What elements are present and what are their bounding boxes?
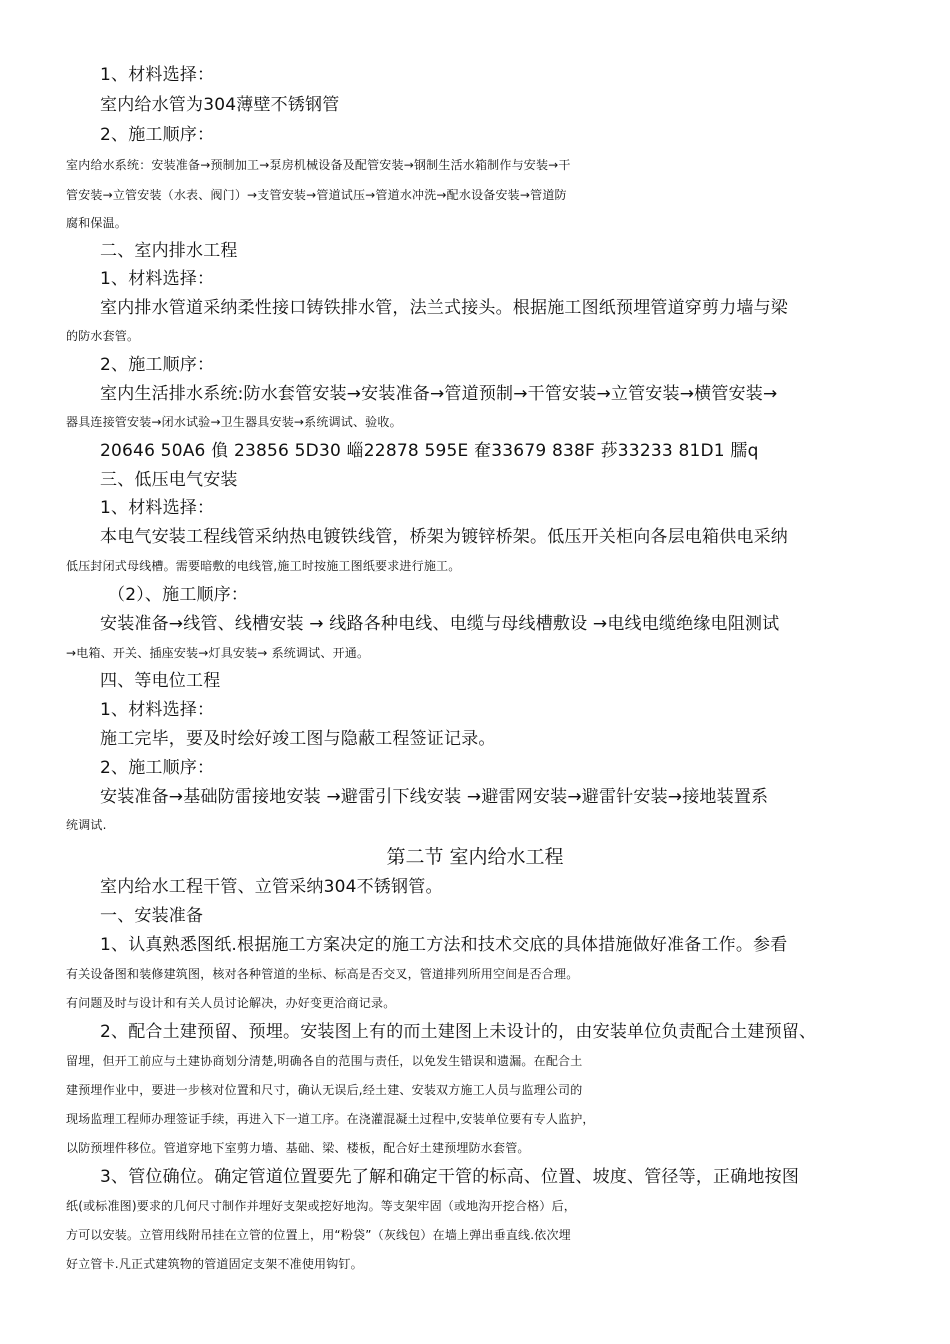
text-line: 低压封闭式母线槽。需要暗敷的电线管,施工时按施工图纸要求进行施工。 <box>66 559 461 573</box>
text-line: 1、材料选择： <box>100 269 215 289</box>
text-line: 以防预埋件移位。管道穿地下室剪力墙、基础、梁、楼板，配合好土建预埋防水套管。 <box>66 1141 530 1155</box>
section-title: 二、室内排水工程 <box>100 241 238 261</box>
text-line: 室内生活排水系统:防水套管安装→安装准备→管道预制→干管安装→立管安装→横管安装→ <box>100 384 778 404</box>
section-title: 四、等电位工程 <box>100 671 221 691</box>
text-line: 方可以安装。立管用线附吊挂在立管的位置上，用“粉袋”（灰线包）在墙上弹出垂直线.依次埋 <box>66 1228 571 1242</box>
text-line: 室内排水管道采纳柔性接口铸铁排水管，法兰式接头。根据施工图纸预埋管道穿剪力墙与梁 <box>100 298 788 318</box>
text-line: 本电气安装工程线管采纳热电镀铁线管，桥架为镀锌桥架。低压开关柜向各层电箱供电采纳 <box>100 527 788 547</box>
text-line: 建预埋作业中，要进一步核对位置和尺寸，确认无误后,经土建、安装双方施工人员与监理公司的 <box>66 1083 583 1097</box>
text-line: 1、认真熟悉图纸.根据施工方案决定的施工方法和技术交底的具体措施做好准备工作。参看 <box>100 935 788 955</box>
text-line: 施工完毕，要及时绘好竣工图与隐蔽工程签证记录。 <box>100 729 496 749</box>
text-line: 1、材料选择： <box>100 498 215 518</box>
text-line: 现场监理工程师办理签证手续，再进入下一道工序。在浇灌混凝土过程中,安装单位要有专人监护， <box>66 1112 595 1126</box>
text-line: 管安装→立管安装（水表、阀门）→支管安装→管道试压→管道水冲洗→配水设备安装→管道防 <box>66 188 567 202</box>
section-title: 三、低压电气安装 <box>100 470 238 490</box>
text-line: 室内给水工程干管、立管采纳304不锈钢管。 <box>100 877 443 897</box>
text-line: 室内给水系统：安装准备→预制加工→泵房机械设备及配管安装→钢制生活水箱制作与安装→干 <box>66 158 571 172</box>
text-line: 好立管卡.凡正式建筑物的管道固定支架不准使用钩钉。 <box>66 1257 363 1271</box>
text-line: 2、施工顺序： <box>100 125 215 145</box>
text-line: 器具连接管安装→闭水试验→卫生器具安装→系统调试、验收。 <box>66 415 402 429</box>
text-line: 有问题及时与设计和有关人员讨论解决，办好变更洽商记录。 <box>66 996 396 1010</box>
text-line: 室内给水管为304薄壁不锈钢管 <box>100 95 340 115</box>
text-line: →电箱、开关、插座安装→灯具安装→ 系统调试、开通。 <box>66 646 370 660</box>
text-line: 2、施工顺序： <box>100 355 215 375</box>
text-line: 安装准备→基础防雷接地安装 →避雷引下线安装 →避雷网安装→避雷针安装→接地装置系 <box>100 787 769 807</box>
text-line: （2）、施工顺序： <box>108 585 249 605</box>
section-title: 一、安装准备 <box>100 906 204 926</box>
text-line: 20646 50A6 偩 23856 5D30 崰22878 595E 奞33679 838F 莏33233 81D1 臑q <box>100 441 759 461</box>
section-heading: 第二节 室内给水工程 <box>386 846 564 868</box>
text-line: 2、施工顺序： <box>100 758 215 778</box>
text-line: 3、管位确位。确定管道位置要先了解和确定干管的标高、位置、坡度、管径等，正确地按图 <box>100 1167 800 1187</box>
text-line: 1、材料选择： <box>100 65 215 85</box>
text-line: 统调试. <box>66 818 107 832</box>
text-line: 纸(或标准图)要求的几何尺寸制作并埋好支架或挖好地沟。等支架牢固（或地沟开挖合格）后， <box>66 1199 576 1213</box>
text-line: 腐和保温。 <box>66 216 128 230</box>
text-line: 2、配合土建预留、预埋。安装图上有的而土建图上未设计的，由安装单位负责配合土建预留、 <box>100 1022 817 1042</box>
text-line: 1、材料选择： <box>100 700 215 720</box>
text-line: 的防水套管。 <box>66 329 140 343</box>
text-line: 留埋，但开工前应与土建协商划分清楚,明确各自的范围与责任，以免发生错误和遗漏。在配合土 <box>66 1054 583 1068</box>
text-line: 有关设备图和装修建筑图，核对各种管道的坐标、标高是否交叉，管道排列所用空间是否合理。 <box>66 967 579 981</box>
text-line: 安装准备→线管、线槽安装 → 线路各种电线、电缆与母线槽敷设 →电线电缆绝缘电阻测试 <box>100 614 780 634</box>
